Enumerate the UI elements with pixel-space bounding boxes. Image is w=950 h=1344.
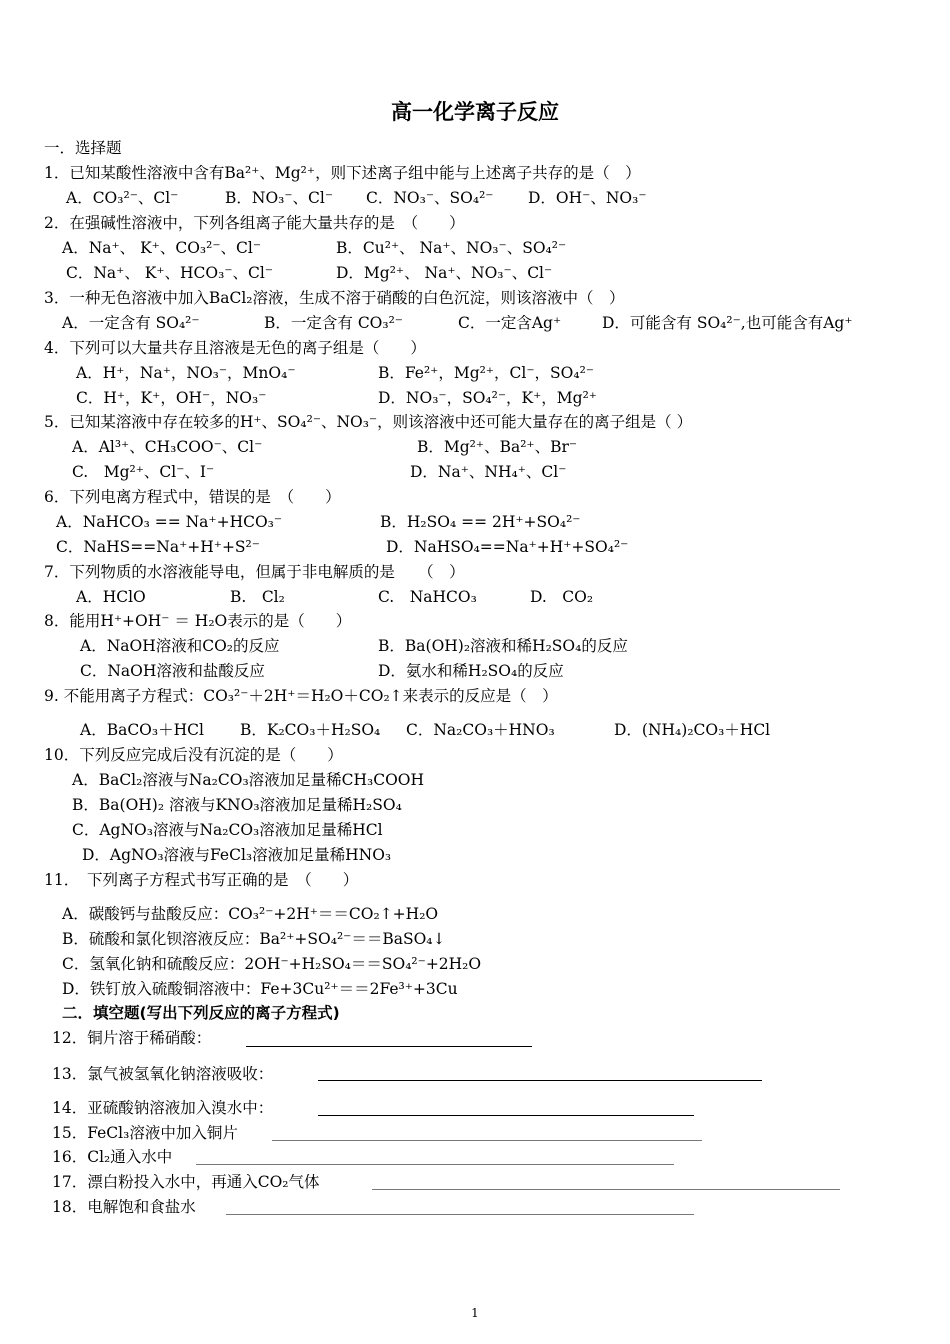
question-11-option-c: C．氢氧化钠和硫酸反应：2OH⁻+H₂SO₄＝＝SO₄²⁻+2H₂O xyxy=(62,955,482,973)
question-11-stem: 11． 下列离子方程式书写正确的是 （ ） xyxy=(44,871,359,889)
question-2-option-c: C．Na⁺、 K⁺、HCO₃⁻、Cl⁻ xyxy=(66,264,274,282)
question-8-option-b: B．Ba(OH)₂溶液和稀H₂SO₄的反应 xyxy=(378,637,628,655)
question-2-option-a: A．Na⁺、 K⁺、CO₃²⁻、Cl⁻ xyxy=(62,239,262,257)
question-5-option-b: B．Mg²⁺、Ba²⁺、Br⁻ xyxy=(417,438,578,456)
question-5-option-a: A．Al³⁺、CH₃COO⁻、Cl⁻ xyxy=(72,438,263,456)
question-6-stem: 6．下列电离方程式中，错误的是 （ ） xyxy=(44,488,341,506)
question-8-option-d: D．氨水和稀H₂SO₄的反应 xyxy=(378,662,564,680)
question-4-option-b: B．Fe²⁺，Mg²⁺，Cl⁻，SO₄²⁻ xyxy=(378,364,594,382)
question-10-option-a: A．BaCl₂溶液与Na₂CO₃溶液加足量稀CH₃COOH xyxy=(72,771,425,789)
question-6-option-a: A．NaHCO₃ == Na⁺+HCO₃⁻ xyxy=(56,513,283,531)
question-8-stem: 8．能用H⁺+OH⁻ ＝ H₂O表示的是（ ） xyxy=(44,612,352,630)
question-6-option-b: B．H₂SO₄ == 2H⁺+SO₄²⁻ xyxy=(380,513,581,531)
answer-line-12[interactable] xyxy=(246,1046,532,1047)
question-9-option-c: C．Na₂CO₃＋HNO₃ xyxy=(406,721,555,739)
question-2-option-b: B．Cu²⁺、 Na⁺、NO₃⁻、SO₄²⁻ xyxy=(336,239,567,257)
question-14-prompt: 14．亚硫酸钠溶液加入溴水中： xyxy=(52,1099,274,1117)
question-3-option-b: B．一定含有 CO₃²⁻ xyxy=(264,314,403,332)
question-10-option-b: B．Ba(OH)₂ 溶液与KNO₃溶液加足量稀H₂SO₄ xyxy=(72,796,402,814)
page-title: 高一化学离子反应 xyxy=(391,100,559,124)
question-4-option-c: C．H⁺，K⁺，OH⁻，NO₃⁻ xyxy=(76,389,267,407)
question-3-option-a: A．一定含有 SO₄²⁻ xyxy=(62,314,200,332)
question-2-stem: 2．在强碱性溶液中，下列各组离子能大量共存的是 （ ） xyxy=(44,214,465,232)
question-4-stem: 4．下列可以大量共存且溶液是无色的离子组是（ ） xyxy=(44,339,426,357)
answer-line-16[interactable] xyxy=(196,1164,674,1165)
question-5-stem: 5．已知某溶液中存在较多的H⁺、SO₄²⁻、NO₃⁻，则该溶液中还可能大量存在的离子组是（ ） xyxy=(44,413,693,431)
question-3-option-c: C．一定含Ag⁺ xyxy=(458,314,562,332)
question-13-prompt: 13．氯气被氢氧化钠溶液吸收： xyxy=(52,1065,274,1083)
answer-line-14[interactable] xyxy=(318,1115,694,1116)
question-9-option-d: D．(NH₄)₂CO₃＋HCl xyxy=(614,721,771,739)
question-11-option-d: D．铁钉放入硫酸铜溶液中：Fe+3Cu²⁺＝＝2Fe³⁺+3Cu xyxy=(62,980,458,998)
section-heading-choice: 一．选择题 xyxy=(44,139,122,157)
question-10-stem: 10．下列反应完成后没有沉淀的是（ ） xyxy=(44,746,343,764)
question-10-option-d: D．AgNO₃溶液与FeCl₃溶液加足量稀HNO₃ xyxy=(82,846,392,864)
question-1-option-d: D．OH⁻、NO₃⁻ xyxy=(528,189,647,207)
question-5-option-c: C. Mg²⁺、Cl⁻、I⁻ xyxy=(72,463,215,481)
answer-line-13[interactable] xyxy=(318,1080,762,1081)
question-7-option-a: A．HClO xyxy=(76,588,146,606)
question-10-option-c: C．AgNO₃溶液与Na₂CO₃溶液加足量稀HCl xyxy=(72,821,383,839)
question-18-prompt: 18．电解饱和食盐水 xyxy=(52,1198,196,1216)
question-7-stem: 7．下列物质的水溶液能导电，但属于非电解质的是 （ ） xyxy=(44,563,465,581)
answer-line-15[interactable] xyxy=(272,1140,702,1141)
question-5-option-d: D．Na⁺、NH₄⁺、Cl⁻ xyxy=(410,463,567,481)
question-11-option-a: A．碳酸钙与盐酸反应：CO₃²⁻+2H⁺＝＝CO₂↑+H₂O xyxy=(62,905,439,923)
question-9-option-a: A．BaCO₃＋HCl xyxy=(80,721,204,739)
question-16-prompt: 16．Cl₂通入水中 xyxy=(52,1148,173,1166)
question-6-option-d: D．NaHSO₄==Na⁺+H⁺+SO₄²⁻ xyxy=(386,538,629,556)
question-7-option-c: C. NaHCO₃ xyxy=(378,588,477,606)
question-1-option-b: B．NO₃⁻、Cl⁻ xyxy=(225,189,334,207)
answer-line-17[interactable] xyxy=(372,1189,840,1190)
answer-line-18[interactable] xyxy=(226,1214,694,1215)
question-1-option-c: C．NO₃⁻、SO₄²⁻ xyxy=(366,189,494,207)
question-1-option-a: A．CO₃²⁻、Cl⁻ xyxy=(66,189,179,207)
page-number: 1 xyxy=(471,1306,479,1320)
question-8-option-c: C．NaOH溶液和盐酸反应 xyxy=(80,662,265,680)
question-7-option-d: D. CO₂ xyxy=(530,588,594,606)
question-4-option-a: A．H⁺，Na⁺，NO₃⁻，MnO₄⁻ xyxy=(76,364,296,382)
question-7-option-b: B. Cl₂ xyxy=(230,588,285,606)
question-4-option-d: D．NO₃⁻，SO₄²⁻，K⁺，Mg²⁺ xyxy=(378,389,597,407)
question-15-prompt: 15．FeCl₃溶液中加入铜片 xyxy=(52,1124,238,1142)
question-9-stem: 9. 不能用离子方程式：CO₃²⁻＋2H⁺＝H₂O＋CO₂↑来表示的反应是（ ） xyxy=(44,687,558,705)
question-6-option-c: C．NaHS==Na⁺+H⁺+S²⁻ xyxy=(56,538,260,556)
section-heading-fill-in: 二．填空题(写出下列反应的离子方程式) xyxy=(62,1004,340,1022)
question-8-option-a: A．NaOH溶液和CO₂的反应 xyxy=(80,637,280,655)
question-17-prompt: 17．漂白粉投入水中，再通入CO₂气体 xyxy=(52,1173,320,1191)
question-9-option-b: B．K₂CO₃＋H₂SO₄ xyxy=(240,721,381,739)
question-11-option-b: B．硫酸和氯化钡溶液反应：Ba²⁺+SO₄²⁻＝＝BaSO₄↓ xyxy=(62,930,446,948)
question-3-option-d: D．可能含有 SO₄²⁻,也可能含有Ag⁺ xyxy=(602,314,853,332)
question-1-stem: 1．已知某酸性溶液中含有Ba²⁺、Mg²⁺，则下述离子组中能与上述离子共存的是（ ） xyxy=(44,164,641,182)
question-2-option-d: D．Mg²⁺、 Na⁺、NO₃⁻、Cl⁻ xyxy=(336,264,553,282)
question-12-prompt: 12．铜片溶于稀硝酸： xyxy=(52,1029,212,1047)
question-3-stem: 3．一种无色溶液中加入BaCl₂溶液，生成不溶于硝酸的白色沉淀，则该溶液中（ ） xyxy=(44,289,625,307)
